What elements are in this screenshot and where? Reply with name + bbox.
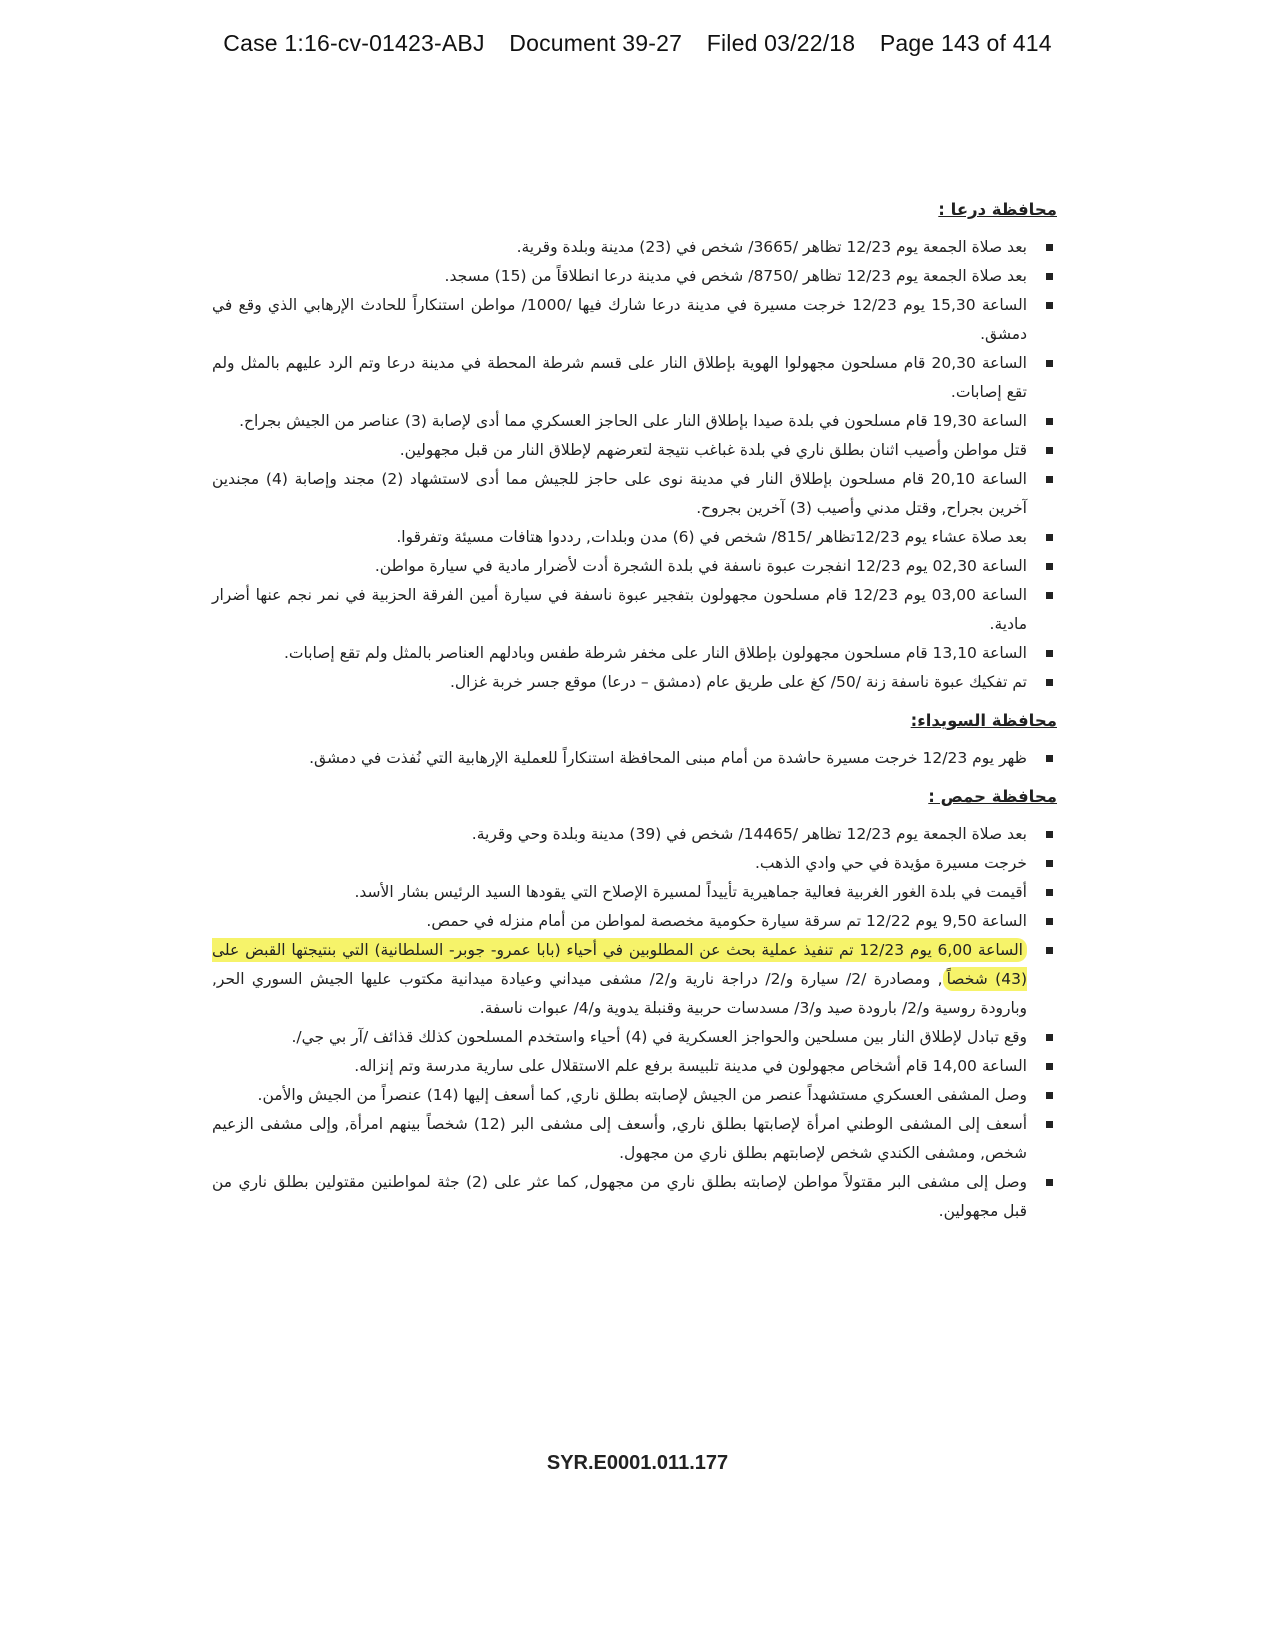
list-item: [212, 523, 1057, 552]
item-text: قتل مواطن وأصيب اثنان بطلق ناري في بلدة غباغب نتيجة لتعرضهم لإطلاق النار من قبل مجهولين.: [399, 441, 1027, 459]
item-text: وقع تبادل لإطلاق النار بين مسلحين والحواجز العسكرية في (4) أحياء واستخدم المسلحون كذلك قذائف /آر بي جي/.: [291, 1028, 1027, 1046]
square-bullet-icon: [1046, 947, 1053, 954]
square-bullet-icon: [1046, 860, 1053, 867]
list-item: [212, 1023, 1057, 1052]
list-item: [212, 262, 1057, 291]
list-item: [212, 1168, 1057, 1226]
square-bullet-icon: [1046, 889, 1053, 896]
item-text: تم تفكيك عبوة ناسفة زنة /50/ كغ على طريق عام (دمشق – درعا) موقع جسر خربة غزال.: [449, 673, 1027, 691]
list-item: [212, 233, 1057, 262]
section-title: محافظة درعا :: [938, 200, 1057, 219]
filed-date: Filed 03/22/18: [706, 30, 856, 56]
highlighted-text: الساعة 6,00 يوم 12/23 تم تنفيذ عملية بحث عن المطلوبين في أحياء (بابا عمرو- جوبر- السلطانية) التي بنتيجتها القبض على (43) شخصاً: [212, 938, 1027, 991]
item-text: الساعة 20,30 قام مسلحون مجهولوا الهوية بإطلاق النار على قسم شرطة المحطة في مدينة درعا وتم الرد عليهم بالمثل ولم تقع إصابات.: [212, 354, 1027, 401]
list-item: [212, 849, 1057, 878]
square-bullet-icon: [1046, 650, 1053, 657]
square-bullet-icon: [1046, 360, 1053, 367]
item-text: بعد صلاة الجمعة يوم 12/23 تظاهر /14465/ شخص في (39) مدينة وبلدة وحي وقرية.: [471, 825, 1027, 843]
page-number: Page 143 of 414: [879, 30, 1052, 56]
square-bullet-icon: [1046, 447, 1053, 454]
list-item: [212, 291, 1057, 349]
list-item: [212, 349, 1057, 407]
list-item: [212, 465, 1057, 523]
list-item: [212, 1081, 1057, 1110]
square-bullet-icon: [1046, 679, 1053, 686]
list-item: [212, 936, 1057, 1023]
square-bullet-icon: [1046, 273, 1053, 280]
item-text: ظهر يوم 12/23 خرجت مسيرة حاشدة من أمام مبنى المحافظة استنكاراً للعملية الإرهابية التي نُفذت في دمشق.: [309, 749, 1027, 767]
square-bullet-icon: [1046, 1034, 1053, 1041]
list-item: [212, 744, 1057, 773]
item-text: الساعة 03,00 يوم 12/23 قام مسلحون مجهولون بتفجير عبوة ناسفة في سيارة أمين الفرقة الحزبية في نمر نجم عنها أضرار مادية.: [212, 586, 1027, 633]
item-text: الساعة 13,10 قام مسلحون مجهولون بإطلاق النار على مخفر شرطة طفس وبادلهم العناصر بالمثل ولم تقع إصابات.: [283, 644, 1027, 662]
square-bullet-icon: [1046, 302, 1053, 309]
item-text: وصل إلى مشفى البر مقتولاً مواطن لإصابته بطلق ناري من مجهول, كما عثر على (2) جثة لمواطنين مقتولين بطلق ناري من قبل مجهولين.: [212, 1173, 1027, 1220]
section-title: محافظة السويداء:: [910, 711, 1057, 730]
square-bullet-icon: [1046, 1063, 1053, 1070]
item-text: وصل المشفى العسكري مستشهداً عنصر من الجيش لإصابته بطلق ناري, كما أسعف إليها (14) عنصراً من الجيش والأمن.: [257, 1086, 1027, 1104]
item-text: خرجت مسيرة مؤيدة في حي وادي الذهب.: [755, 854, 1027, 872]
item-text: الساعة 14,00 قام أشخاص مجهولون في مدينة تلبيسة برفع علم الاستقلال على سارية مدرسة وتم إنزاله.: [354, 1057, 1027, 1075]
list-item: [212, 878, 1057, 907]
case-header: [0, 30, 1275, 57]
item-text: الساعة 19,30 قام مسلحون في بلدة صيدا بإطلاق النار على الحاجز العسكري مما أدى لإصابة (3) عناصر من الجيش بجراح.: [239, 412, 1027, 430]
list-item: [212, 907, 1057, 936]
square-bullet-icon: [1046, 476, 1053, 483]
square-bullet-icon: [1046, 534, 1053, 541]
list-item: [212, 639, 1057, 668]
square-bullet-icon: [1046, 592, 1053, 599]
square-bullet-icon: [1046, 831, 1053, 838]
section-list: [212, 233, 1057, 697]
document-body: [212, 200, 1057, 1240]
list-item: [212, 581, 1057, 639]
square-bullet-icon: [1046, 418, 1053, 425]
section-list: [212, 820, 1057, 1226]
section-list: [212, 744, 1057, 773]
list-item: [212, 668, 1057, 697]
item-text: الساعة 02,30 يوم 12/23 انفجرت عبوة ناسفة في بلدة الشجرة أدت لأضرار مادية في سيارة مواطن.: [374, 557, 1027, 575]
section-title: محافظة حمص :: [928, 787, 1057, 806]
list-item: [212, 1052, 1057, 1081]
item-text: بعد صلاة الجمعة يوم 12/23 تظاهر /8750/ شخص في مدينة درعا انطلاقاً من (15) مسجد.: [444, 267, 1027, 285]
square-bullet-icon: [1046, 244, 1053, 251]
item-text-rest: , ومصادرة /2/ سيارة و/2/ دراجة نارية و/2/ مشفى ميداني وعيادة ميدانية مكتوب عليها الجيش السوري الحر, وبارودة روسية و/2/ بارودة صيد و/3/ مسدسات حربية وقنبلة يدوية و/4/ عبوات ناسفة.: [212, 970, 1027, 1017]
square-bullet-icon: [1046, 1121, 1053, 1128]
item-text: بعد صلاة عشاء يوم 12/23تظاهر /815/ شخص في (6) مدن وبلدات, رددوا هتافات مسيئة وتفرقوا.: [396, 528, 1027, 546]
item-text: أقيمت في بلدة الغور الغربية فعالية جماهيرية تأييداً لمسيرة الإصلاح التي يقودها السيد الرئيس بشار الأسد.: [354, 883, 1027, 901]
bates-number: SYR.E0001.011.177: [546, 1452, 729, 1474]
square-bullet-icon: [1046, 918, 1053, 925]
square-bullet-icon: [1046, 1092, 1053, 1099]
document-number: Document 39-27: [509, 30, 683, 56]
list-item: [212, 820, 1057, 849]
item-text: الساعة 9,50 يوم 12/22 تم سرقة سيارة حكومية مخصصة لمواطن من أمام منزله في حمص.: [426, 912, 1027, 930]
square-bullet-icon: [1046, 1179, 1053, 1186]
item-text: بعد صلاة الجمعة يوم 12/23 تظاهر /3665/ شخص في (23) مدينة وبلدة وقرية.: [516, 238, 1027, 256]
case-number: Case 1:16-cv-01423-ABJ: [223, 30, 485, 56]
square-bullet-icon: [1046, 563, 1053, 570]
list-item: [212, 436, 1057, 465]
square-bullet-icon: [1046, 755, 1053, 762]
item-text: أسعف إلى المشفى الوطني امرأة لإصابتها بطلق ناري, وأسعف إلى مشفى البر (12) شخصاً بينهم امرأة, وإلى مشفى الزعيم شخص, ومشفى الكندي شخص لإصابتهم بطلق ناري من مجهول.: [212, 1115, 1027, 1162]
list-item: [212, 1110, 1057, 1168]
item-text: الساعة 20,10 قام مسلحون بإطلاق النار في مدينة نوى على حاجز للجيش مما أدى لاستشهاد (2) مجند وإصابة (4) مجندين آخرين بجراح, وقتل مدني وأصيب (3) آخرين بجروح.: [212, 470, 1027, 517]
list-item: [212, 552, 1057, 581]
list-item: [212, 407, 1057, 436]
item-text: الساعة 15,30 يوم 12/23 خرجت مسيرة في مدينة درعا شارك فيها /1000/ مواطن استنكاراً للحادث الإرهابي الذي وقع في دمشق.: [212, 296, 1028, 343]
